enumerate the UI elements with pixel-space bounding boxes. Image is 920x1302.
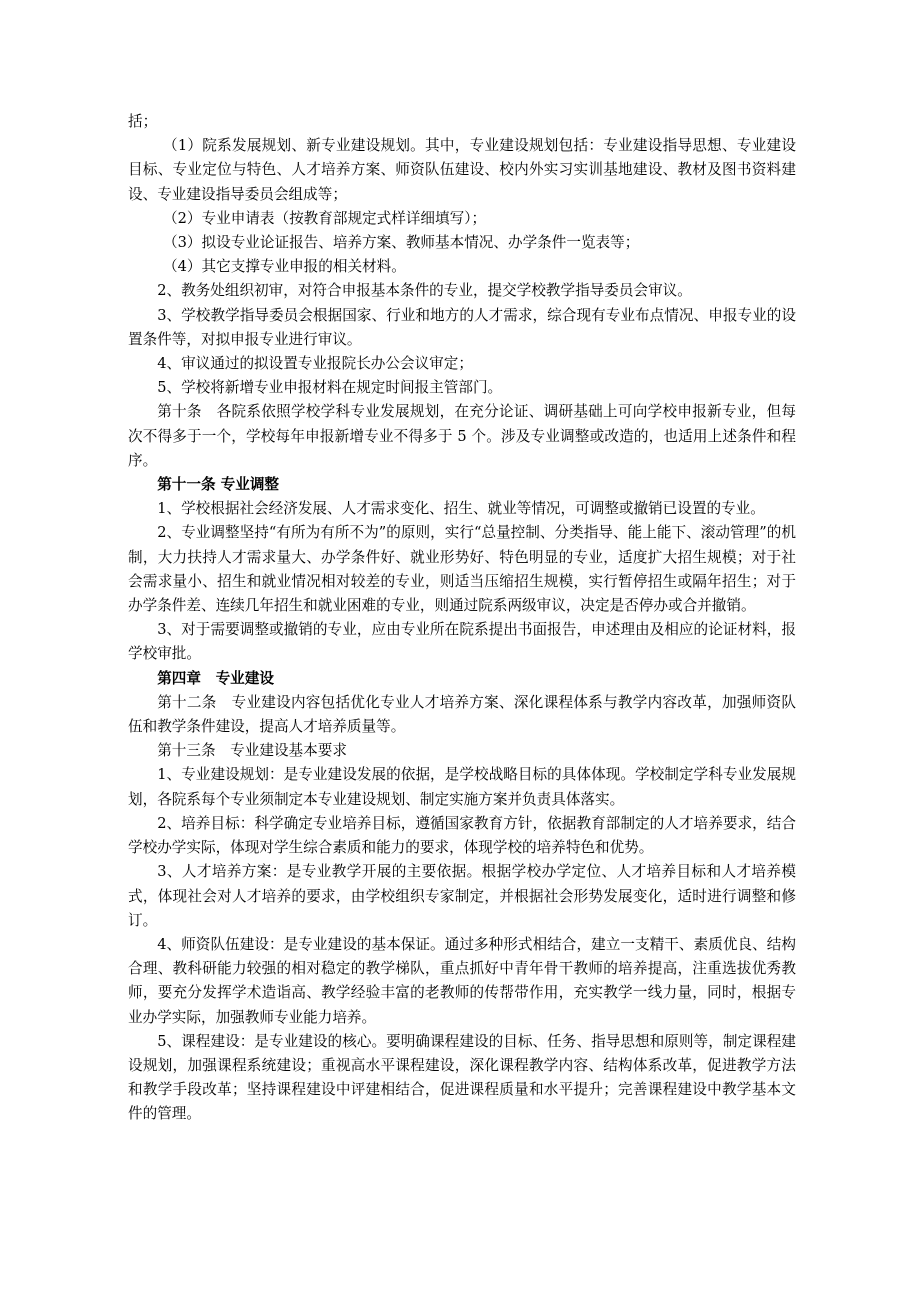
- article-13-item-2: 2、培养目标：科学确定专业培养目标，遵循国家教育方针，依据教育部制定的人才培养要求，结合学校办学实际，体现对学生综合素质和能力的要求，体现学校的培养特色和优势。: [128, 814, 796, 857]
- article-10: 第十条 各院系依照学校学科专业发展规划，在充分论证、调研基础上可向学校申报新专业，但每次不得多于一个，学校每年申报新增专业不得多于 5 个。涉及专业调整或改造的，也适用上述条件和程序。: [128, 403, 796, 469]
- article-13-item-4: 4、师资队伍建设：是专业建设的基本保证。通过多种形式相结合，建立一支精干、素质优良、结构合理、教科研能力较强的相对稳定的教学梯队，重点抓好中青年骨干教师的培养提高，注重选拔优秀教师，要充分发挥学术造诣高、教学经验丰富的老教师的传帮带作用，充实教学一线力量，同时，根据专业办学实际，加强教师专业能力培养。: [128, 935, 796, 1026]
- article-13-item-3: 3、人才培养方案：是专业教学开展的主要依据。根据学校办学定位、人才培养目标和人才培养模式，体现社会对人才培养的要求，由学校组织专家制定，并根据社会形势发展变化，适时进行调整和修订。: [128, 863, 796, 929]
- paragraph-item-3: （3）拟设专业论证报告、培养方案、教师基本情况、办学条件一览表等；: [163, 234, 640, 252]
- article-13-item-5: 5、课程建设：是专业建设的核心。要明确课程建设的目标、任务、指导思想和原则等，制定课程建设规划，加强课程系统建设；重视高水平课程建设，深化课程教学内容、结构体系改革，促进教学方法和教学手段改革；坚持课程建设中评建相结合，促进课程质量和水平提升；完善课程建设中教学基本文件的管理。: [128, 1032, 796, 1123]
- article-12: 第十二条 专业建设内容包括优化专业人才培养方案、深化课程体系与教学内容改革，加强师资队伍和教学条件建设，提高人才培养质量等。: [128, 693, 796, 736]
- paragraph-step-4: 4、审议通过的拟设置专业报院长办公会议审定；: [157, 355, 473, 373]
- chapter-4-heading: 第四章 专业建设: [157, 669, 274, 687]
- paragraph-step-2: 2、教务处组织初审，对符合申报基本条件的专业，提交学校教学指导委员会审议。: [157, 282, 692, 300]
- article-11-heading: 第十一条 专业调整: [157, 476, 280, 494]
- paragraph-continuation: 括；: [128, 113, 158, 130]
- document-page: [128, 110, 796, 1127]
- paragraph-step-5: 5、学校将新增专业申报材料在规定时间报主管部门。: [157, 379, 503, 397]
- paragraph-item-4: （4）其它支撑专业申报的相关材料。: [163, 258, 406, 276]
- paragraph-item-2: （2）专业申请表（按教育部规定式样详细填写）；: [163, 209, 487, 227]
- article-13-item-1: 1、专业建设规划：是专业建设发展的依据，是学校战略目标的具体体现。学校制定学科专业发展规划，各院系每个专业须制定本专业建设规划、制定实施方案并负责具体落实。: [128, 766, 796, 808]
- article-11-item-3: 3、对于需要调整或撤销的专业，应由专业所在院系提出书面报告，申述理由及相应的论证材料，报学校审批。: [128, 621, 796, 663]
- paragraph-step-3: 3、学校教学指导委员会根据国家、行业和地方的人才需求，综合现有专业布点情况、申报专业的设置条件等，对拟申报专业进行审议。: [128, 306, 796, 348]
- article-11-item-2: 2、专业调整坚持“有所为有所不为”的原则，实行“总量控制、分类指导、能上能下、滚动管理”的机制，大力扶持人才需求量大、办学条件好、就业形势好、特色明显的专业，适度扩大招生规模；对于社会需求量小、招生和就业情况相对较差的专业，则适当压缩招生规模，实行暂停招生或隔年招生；对于办学条件差、连续几年招生和就业困难的专业，则通过院系两级审议，决定是否停办或合并撤销。: [128, 524, 796, 615]
- article-11-item-1: 1、学校根据社会经济发展、人才需求变化、招生、就业等情况，可调整或撤销已设置的专业。: [157, 500, 765, 518]
- paragraph-item-1: （1）院系发展规划、新专业建设规划。其中，专业建设规划包括：专业建设指导思想、专业建设目标、专业定位与特色、人才培养方案、师资队伍建设、校内外实习实训基地建设、教材及图书资料建设、专业建设指导委员会组成等；: [128, 137, 796, 203]
- article-13-heading: 第十三条 专业建设基本要求: [157, 742, 347, 760]
